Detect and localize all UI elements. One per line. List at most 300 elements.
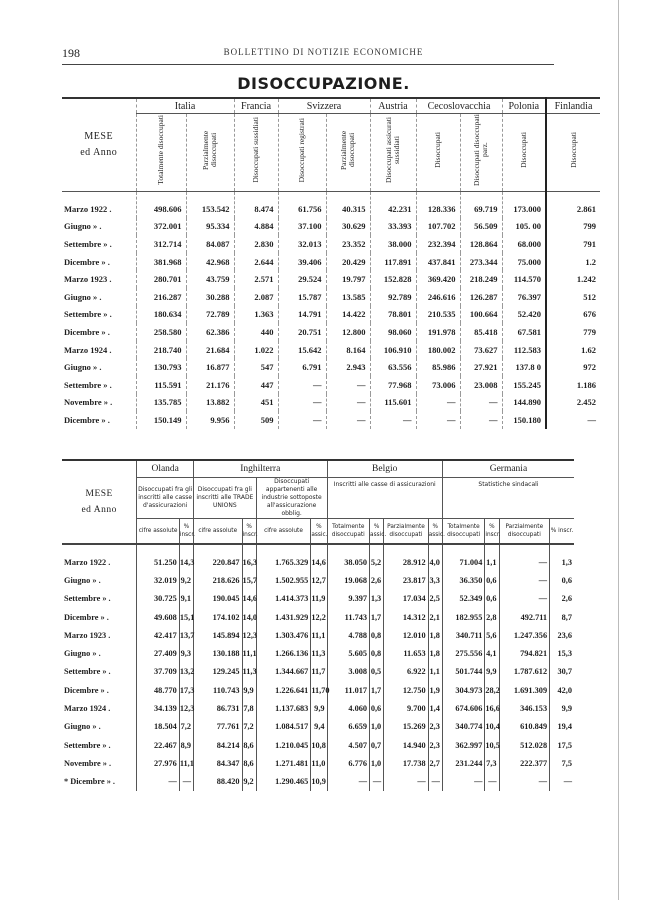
page-title: DISOCCUPAZIONE. — [237, 74, 410, 93]
table-cell: 6.791 — [278, 358, 326, 376]
table-cell: 1.502.955 — [256, 571, 311, 589]
table-cell: 69.719 — [460, 192, 502, 218]
table-cell: 14.940 — [384, 736, 429, 754]
table-cell: 107.702 — [416, 218, 460, 236]
subcol-label: Totalmente — [332, 524, 365, 530]
row-label: Giugno » . — [64, 649, 101, 659]
year-header: ed Anno — [81, 505, 117, 515]
table-cell: 11.017 — [327, 681, 369, 699]
table-cell: 20.429 — [326, 253, 370, 271]
table-cell: 130.188 — [194, 644, 243, 662]
table-cell: 75.000 — [502, 253, 546, 271]
table-cell: 9,4 — [311, 718, 327, 736]
row-label: Giugno » . — [64, 221, 102, 232]
table-cell: 92.789 — [370, 288, 416, 306]
table-cell: 10,4 — [485, 718, 499, 736]
table-cell: 10,8 — [311, 736, 327, 754]
country-header: Belgio — [327, 460, 442, 478]
table-cell: 52.420 — [502, 306, 546, 324]
table-cell: 1,9 — [428, 681, 442, 699]
table-cell: 9,9 — [242, 681, 256, 699]
table-cell: — — [326, 394, 370, 412]
table-cell: 12.800 — [326, 323, 370, 341]
table-cell: 12,3 — [242, 626, 256, 644]
table-cell: 1.266.136 — [256, 644, 311, 662]
table-cell: — — [416, 411, 460, 429]
table-cell: — — [278, 376, 326, 394]
table-cell: — — [546, 411, 600, 429]
subcol-label: disoccupati — [331, 532, 365, 538]
table-cell: 0,8 — [370, 644, 384, 662]
table-cell: — — [327, 773, 369, 791]
table-cell: 32.019 — [137, 571, 179, 589]
table-cell: — — [416, 394, 460, 412]
table-cell: 369.420 — [416, 270, 460, 288]
table-cell: 1.084.517 — [256, 718, 311, 736]
table-cell: 115.591 — [136, 376, 186, 394]
row-label: Dicembre » . — [64, 256, 110, 267]
table-row — [62, 288, 600, 306]
table-cell: 2.087 — [234, 288, 278, 306]
table-cell: 4.507 — [327, 736, 369, 754]
table-cell: 273.344 — [460, 253, 502, 271]
table-cell: 447 — [234, 376, 278, 394]
table-cell: 14,6 — [242, 590, 256, 608]
table-cell: 29.524 — [278, 270, 326, 288]
table-cell: 275.556 — [442, 644, 484, 662]
row-label: Giugno » . — [64, 291, 102, 302]
subcol-header: % inscr. — [485, 519, 499, 545]
table-cell: 128.864 — [460, 235, 502, 253]
table-cell: 258.580 — [136, 323, 186, 341]
row-label: Settembre » . — [64, 379, 112, 390]
table-cell: 13.882 — [186, 394, 234, 412]
table-cell: 1.226.641 — [256, 681, 311, 699]
table-cell: 1.2 — [546, 253, 600, 271]
table-cell: 509 — [234, 411, 278, 429]
table-cell: 137.8 0 — [502, 358, 546, 376]
group-header: Disoccupati appartenenti alle industrie sottoposte all'assicurazione obblig. — [256, 478, 327, 519]
subcol-header: % assic. — [370, 519, 384, 545]
year-header: ed Anno — [80, 147, 118, 158]
table-cell: 0,6 — [370, 699, 384, 717]
table-cell: 40.315 — [326, 192, 370, 218]
column-header: Disoccupati disoccupati parz. — [472, 114, 490, 186]
subcol-header — [499, 519, 550, 545]
table-cell: 216.287 — [136, 288, 186, 306]
table-cell: 547 — [234, 358, 278, 376]
table-cell: 1.303.476 — [256, 626, 311, 644]
country-header: Francia — [234, 98, 278, 114]
table-cell: 1,4 — [428, 699, 442, 717]
table-cell: — — [278, 394, 326, 412]
table-cell: — — [278, 411, 326, 429]
subcol-label: disoccupati — [447, 532, 481, 538]
table-row — [62, 270, 600, 288]
row-label: Settembre » . — [64, 238, 112, 249]
table-row — [62, 306, 600, 324]
table-cell: 1.242 — [546, 270, 600, 288]
row-label: Dicembre » . — [64, 414, 110, 425]
table-cell: 5,6 — [485, 626, 499, 644]
table-cell: 12,2 — [311, 608, 327, 626]
table-cell: 2,7 — [428, 754, 442, 772]
table-row — [62, 341, 600, 359]
table-cell: 9,3 — [179, 644, 193, 662]
table-cell: 1.363 — [234, 306, 278, 324]
table-cell: 23.817 — [384, 571, 429, 589]
table-cell: 42.417 — [137, 626, 179, 644]
table-cell: 0,6 — [550, 571, 574, 589]
table-cell: 498.606 — [136, 192, 186, 218]
subcol-header — [442, 519, 484, 545]
table-row — [62, 192, 600, 218]
table-cell: 1,8 — [428, 626, 442, 644]
table-cell: — — [428, 773, 442, 791]
row-label: Giugno » . — [64, 722, 101, 732]
table-cell: 15,3 — [550, 644, 574, 662]
table-cell: 340.774 — [442, 718, 484, 736]
table-cell: 4.060 — [327, 699, 369, 717]
table-cell: 304.973 — [442, 681, 484, 699]
table-cell: 2.571 — [234, 270, 278, 288]
table-cell: 128.336 — [416, 192, 460, 218]
table-cell: 145.894 — [194, 626, 243, 644]
table-cell: 1,0 — [370, 754, 384, 772]
table-cell: 30.725 — [137, 590, 179, 608]
table-cell: 67.581 — [502, 323, 546, 341]
table-cell: 501.744 — [442, 663, 484, 681]
table-cell: 17.738 — [384, 754, 429, 772]
table-cell: 1.691.309 — [499, 681, 550, 699]
row-label: Marzo 1923 . — [64, 630, 111, 640]
table-cell: 1.210.045 — [256, 736, 311, 754]
table-cell: 191.978 — [416, 323, 460, 341]
table-cell: 17,3 — [179, 681, 193, 699]
table-cell: 1.62 — [546, 341, 600, 359]
table-cell: 1.186 — [546, 376, 600, 394]
table-cell: 68.000 — [502, 235, 546, 253]
table-cell: 42.968 — [186, 253, 234, 271]
table-cell: — — [550, 773, 574, 791]
table-cell: 8,7 — [550, 608, 574, 626]
table-cell: 9.956 — [186, 411, 234, 429]
subcol-header: cifre assolute — [194, 519, 243, 545]
table-cell: — — [326, 411, 370, 429]
row-label: Settembre » . — [64, 740, 111, 750]
table-cell: — — [499, 590, 550, 608]
table-cell: 150.180 — [502, 411, 546, 429]
table-cell: 11.653 — [384, 644, 429, 662]
table-cell: 49.608 — [137, 608, 179, 626]
table-cell: 52.349 — [442, 590, 484, 608]
table-cell: 972 — [546, 358, 600, 376]
table-cell: 88.420 — [194, 773, 243, 791]
table-cell: 280.701 — [136, 270, 186, 288]
table-cell: 63.556 — [370, 358, 416, 376]
table-cell: 2,6 — [550, 590, 574, 608]
table-cell: 180.634 — [136, 306, 186, 324]
table-cell: 16.877 — [186, 358, 234, 376]
column-header: Parzialmente disoccupati — [201, 130, 218, 170]
row-label: Marzo 1923 . — [64, 274, 112, 285]
table-cell: 28,2 — [485, 681, 499, 699]
table-cell: 15,1 — [179, 608, 193, 626]
row-label: Dicembre » . — [64, 685, 109, 695]
subcol-header: % inscr. — [179, 519, 193, 545]
table-cell: 4.788 — [327, 626, 369, 644]
table-row — [62, 358, 600, 376]
table-cell: 174.102 — [194, 608, 243, 626]
table-cell: 129.245 — [194, 663, 243, 681]
table-row — [62, 253, 600, 271]
table-cell: 30.629 — [326, 218, 370, 236]
country-header: Austria — [370, 98, 416, 114]
row-label: Marzo 1922 . — [64, 557, 111, 567]
table-cell: 8,6 — [242, 754, 256, 772]
row-label: Giugno » . — [64, 575, 101, 585]
country-header: Svizzera — [278, 98, 370, 114]
table-cell: 1.247.356 — [499, 626, 550, 644]
table-cell: 7,2 — [179, 718, 193, 736]
table-cell: 78.801 — [370, 306, 416, 324]
subcol-header: % assic. — [311, 519, 327, 545]
table-cell: 18.504 — [137, 718, 179, 736]
table-cell: 38.050 — [327, 544, 369, 571]
table-cell: 17,5 — [550, 736, 574, 754]
table-cell: 372.001 — [136, 218, 186, 236]
table-cell: 2,8 — [485, 608, 499, 626]
table-cell: 440 — [234, 323, 278, 341]
country-header: Italia — [136, 98, 234, 114]
subcol-header: % inscr. — [242, 519, 256, 545]
table-cell: 340.711 — [442, 626, 484, 644]
subcol-label: disoccupati — [507, 532, 541, 538]
table-cell: 210.535 — [416, 306, 460, 324]
table-cell: 32.013 — [278, 235, 326, 253]
table-row — [62, 699, 574, 717]
row-label: Marzo 1922 . — [64, 203, 112, 214]
table-cell: 346.153 — [499, 699, 550, 717]
row-label: Novembre » . — [64, 397, 113, 408]
table-cell: 8.164 — [326, 341, 370, 359]
row-label: Settembre » . — [64, 594, 111, 604]
table-cell: 155.245 — [502, 376, 546, 394]
table-cell: 73.006 — [416, 376, 460, 394]
column-header: Parzialmente disoccupati — [339, 130, 357, 170]
table-cell: 9.700 — [384, 699, 429, 717]
table-cell: 381.968 — [136, 253, 186, 271]
table-cell: 9,2 — [242, 773, 256, 791]
table-cell: 73.627 — [460, 341, 502, 359]
table-cell: 4,1 — [485, 644, 499, 662]
table-cell: 12.750 — [384, 681, 429, 699]
table-cell: 9,9 — [550, 699, 574, 717]
table-cell: 8,6 — [242, 736, 256, 754]
table-cell: 14,0 — [242, 608, 256, 626]
group-header: Statistiche sindacali — [442, 478, 574, 519]
table-cell: 105. 00 — [502, 218, 546, 236]
table-cell: 1.137.683 — [256, 699, 311, 717]
unemployment-table-1 — [62, 97, 600, 429]
table-cell: 14,6 — [311, 544, 327, 571]
month-year-header — [62, 460, 137, 544]
table-cell: 20.751 — [278, 323, 326, 341]
column-header: Totalmente disoccupati — [156, 115, 165, 185]
table-cell: 77.968 — [370, 376, 416, 394]
running-head: BOLLETTINO DI NOTIZIE ECONOMICHE — [223, 47, 424, 57]
table-cell: 13.585 — [326, 288, 370, 306]
table-cell: 33.393 — [370, 218, 416, 236]
subcol-header: % inscr. — [550, 519, 574, 545]
table-cell: 16,3 — [242, 544, 256, 571]
table-cell: 15.787 — [278, 288, 326, 306]
column-header: Disoccupati — [433, 132, 443, 168]
table-cell: 1,7 — [370, 681, 384, 699]
table-cell: 2.943 — [326, 358, 370, 376]
table-row — [62, 590, 574, 608]
table-cell: 11,70 — [311, 681, 327, 699]
table-cell: — — [179, 773, 193, 791]
table-row — [62, 394, 600, 412]
table-row — [62, 718, 574, 736]
table-cell: 23.352 — [326, 235, 370, 253]
table-cell: — — [499, 773, 550, 791]
table-cell: 180.002 — [416, 341, 460, 359]
country-header: Inghilterra — [194, 460, 328, 478]
table-cell: 0,6 — [485, 571, 499, 589]
column-header: Disoccupati — [568, 132, 578, 168]
table-cell: 10,5 — [485, 736, 499, 754]
table-cell: 182.955 — [442, 608, 484, 626]
table-cell: 34.139 — [137, 699, 179, 717]
table-cell: 11,1 — [179, 754, 193, 772]
table-cell: 9,9 — [485, 663, 499, 681]
subcol-label: Parzialmente — [387, 524, 425, 530]
table-cell: 11.743 — [327, 608, 369, 626]
country-header: Olanda — [137, 460, 194, 478]
table-cell: — — [499, 544, 550, 571]
table-cell: 779 — [546, 323, 600, 341]
table-cell: 76.397 — [502, 288, 546, 306]
table-row — [62, 608, 574, 626]
table-cell: 11,3 — [242, 663, 256, 681]
table-cell: 112.583 — [502, 341, 546, 359]
row-label: * Dicembre » . — [64, 777, 115, 787]
table-cell: 19.797 — [326, 270, 370, 288]
table-cell: 9,2 — [179, 571, 193, 589]
subcol-header: cifre assolute — [256, 519, 311, 545]
table-row — [62, 235, 600, 253]
table-cell: 48.770 — [137, 681, 179, 699]
table-cell: 3.008 — [327, 663, 369, 681]
table-cell: 7,3 — [485, 754, 499, 772]
table-cell: 37.709 — [137, 663, 179, 681]
group-header: Disoccupati fra gli inscritti alle TRADE UNIONS — [194, 478, 257, 519]
table-cell: — — [460, 394, 502, 412]
table-cell: 9.397 — [327, 590, 369, 608]
row-label: Giugno » . — [64, 362, 102, 373]
table-cell: — — [370, 411, 416, 429]
table-cell: 12,3 — [179, 699, 193, 717]
table-row — [62, 736, 574, 754]
table-row — [62, 323, 600, 341]
table-cell: 190.045 — [194, 590, 243, 608]
table-cell: 12.010 — [384, 626, 429, 644]
table-row — [62, 773, 574, 791]
table-cell: 51.250 — [137, 544, 179, 571]
table-cell: — — [499, 571, 550, 589]
table-cell: 1.414.373 — [256, 590, 311, 608]
table-cell: 152.828 — [370, 270, 416, 288]
month-header: MESE — [84, 131, 114, 142]
table-cell: — — [137, 773, 179, 791]
table-cell: — — [442, 773, 484, 791]
table-cell: 1,8 — [428, 644, 442, 662]
table-cell: 8.474 — [234, 192, 278, 218]
table-cell: 2.861 — [546, 192, 600, 218]
subcol-header — [327, 519, 369, 545]
table-cell: 27.409 — [137, 644, 179, 662]
table-row — [62, 218, 600, 236]
country-header: Germania — [442, 460, 574, 478]
table-cell: 6.776 — [327, 754, 369, 772]
table-cell: 7,5 — [550, 754, 574, 772]
column-header: Disoccupati sussidiati — [251, 117, 261, 183]
table-cell: 676 — [546, 306, 600, 324]
table-cell: 114.570 — [502, 270, 546, 288]
table-cell: 437.841 — [416, 253, 460, 271]
table-cell: 36.350 — [442, 571, 484, 589]
table-row — [62, 376, 600, 394]
table-cell: 135.785 — [136, 394, 186, 412]
table-cell: 11,3 — [311, 644, 327, 662]
table-cell: 117.891 — [370, 253, 416, 271]
table-cell: 0,6 — [485, 590, 499, 608]
table-cell: 27.921 — [460, 358, 502, 376]
table-cell: 150.149 — [136, 411, 186, 429]
table-cell: 6.922 — [384, 663, 429, 681]
table-cell: 11,1 — [242, 644, 256, 662]
row-label: Dicembre » . — [64, 326, 110, 337]
table-cell: 4.884 — [234, 218, 278, 236]
table-cell: 8,9 — [179, 736, 193, 754]
table-cell: 38.000 — [370, 235, 416, 253]
table-cell: 11,1 — [311, 626, 327, 644]
table-cell: 15,7 — [242, 571, 256, 589]
table-row — [62, 544, 574, 571]
table-cell: 5,2 — [370, 544, 384, 571]
country-header: Finlandia — [546, 98, 600, 114]
table-cell: 794.821 — [499, 644, 550, 662]
table-cell: 312.714 — [136, 235, 186, 253]
table-cell: 22.467 — [137, 736, 179, 754]
subcol-header: % assic. — [428, 519, 442, 545]
table-cell: 362.997 — [442, 736, 484, 754]
table-cell: 2,3 — [428, 718, 442, 736]
table-cell: 10,9 — [311, 773, 327, 791]
table-cell: 4,0 — [428, 544, 442, 571]
country-header: Cecoslovacchia — [416, 98, 502, 114]
table-cell: 14.422 — [326, 306, 370, 324]
table-cell: 1.022 — [234, 341, 278, 359]
table-cell: 56.509 — [460, 218, 502, 236]
subcol-label: Totalmente — [447, 524, 480, 530]
table-cell: 791 — [546, 235, 600, 253]
table-cell: 7,2 — [242, 718, 256, 736]
table-cell: 15.269 — [384, 718, 429, 736]
column-header: Disoccupati — [518, 132, 528, 168]
